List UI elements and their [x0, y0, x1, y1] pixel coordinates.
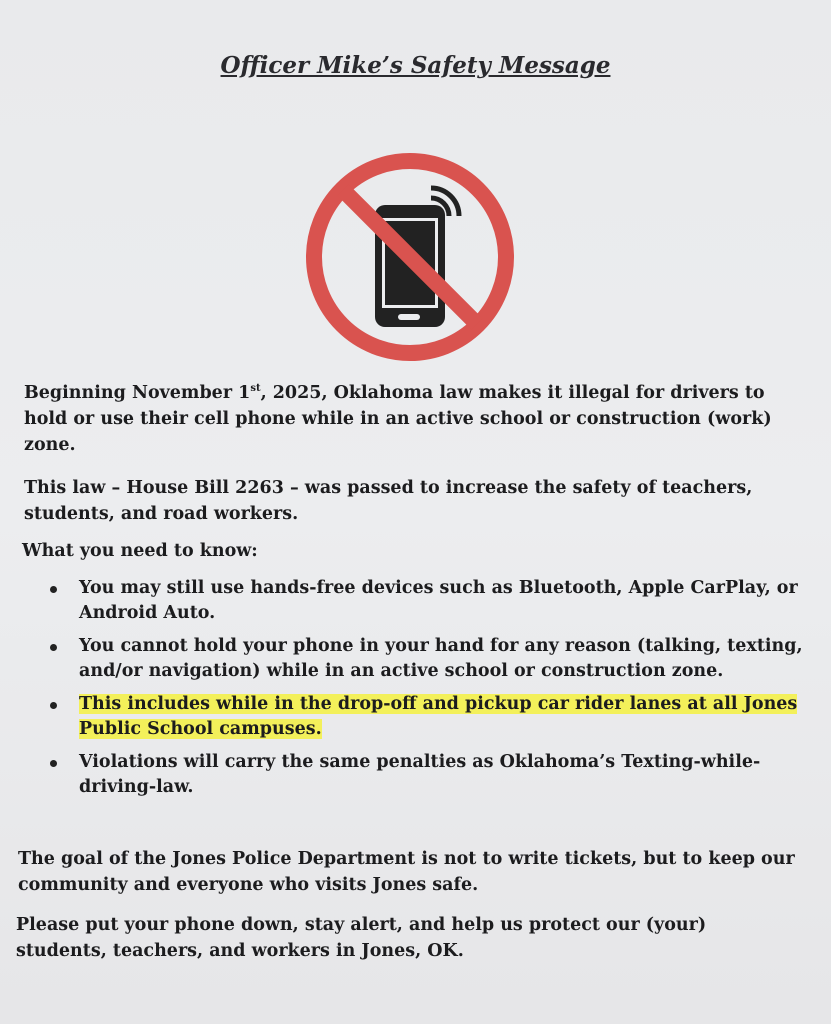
intro-paragraph: Beginning November 1st, 2025, Oklahoma law makes it illegal for drivers to hold or use their cell phone while in an active school or construction (work) zone. [24, 382, 772, 455]
closing-paragraph: Please put your phone down, stay alert, and help us protect our (your) students, teachers, and workers in Jones, OK. [16, 915, 707, 961]
bullet-icon [50, 644, 57, 651]
no-phone-icon [303, 150, 517, 364]
list-item: You cannot hold your phone in your hand for any reason (talking, texting, and/or navigation) while in an active school or construction zone. [36, 634, 806, 684]
list-item: Violations will carry the same penalties as Oklahoma’s Texting-while-driving-law. [36, 750, 806, 800]
law-paragraph: This law – House Bill 2263 – was passed to increase the safety of teachers, students, and road workers. [24, 478, 753, 524]
goal-paragraph: The goal of the Jones Police Department is not to write tickets, but to keep our community and everyone who visits Jones safe. [18, 849, 795, 895]
list-item-highlighted: This includes while in the drop-off and pickup car rider lanes at all Jones Public School campuses. [36, 692, 806, 742]
list-item: You may still use hands-free devices such as Bluetooth, Apple CarPlay, or Android Auto. [36, 576, 806, 626]
bullet-list [36, 576, 806, 808]
bullet-icon [50, 760, 57, 767]
bullet-icon [50, 702, 57, 709]
section-heading: What you need to know: [22, 541, 258, 561]
page-title: Officer Mike’s Safety Message [220, 52, 611, 79]
bullet-icon [50, 586, 57, 593]
